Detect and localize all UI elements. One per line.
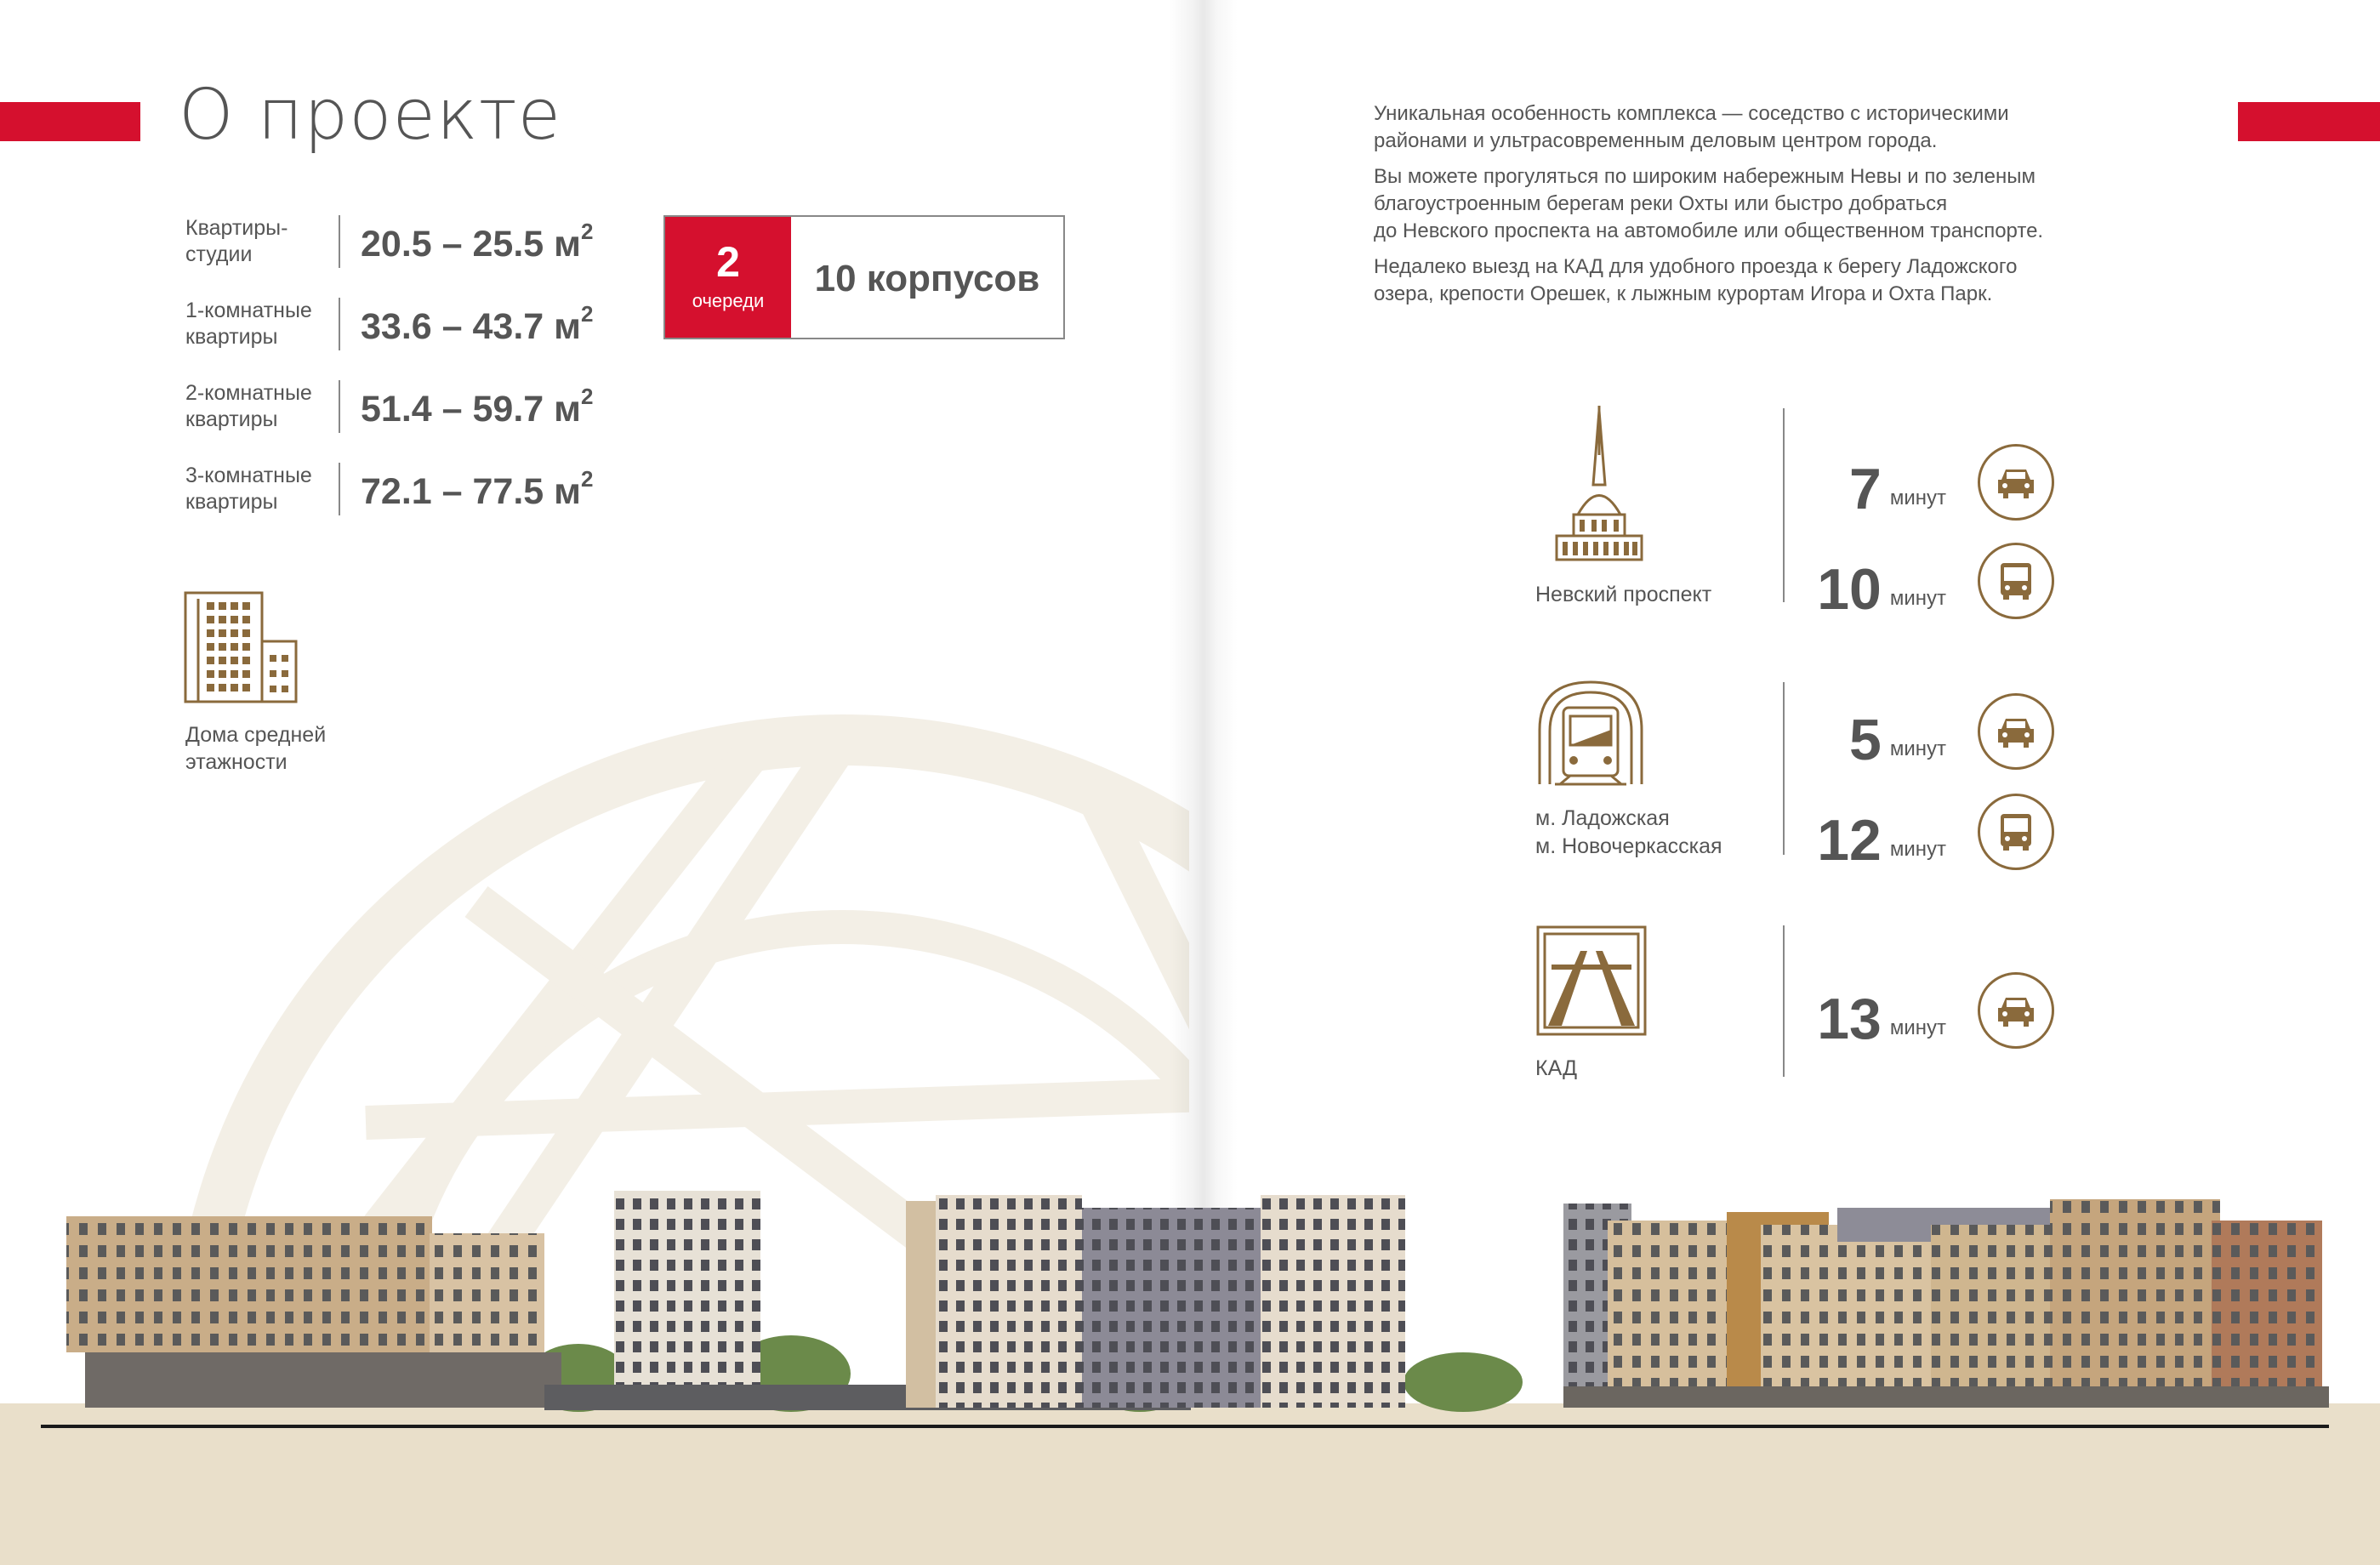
bus-icon xyxy=(1978,794,2054,870)
travel-time-car: 5 минут xyxy=(1849,708,1946,772)
spec-label: 2-комнатные квартиры xyxy=(185,381,312,431)
ground-line xyxy=(41,1425,2329,1428)
destination-divider xyxy=(1783,925,1785,1077)
car-icon xyxy=(1978,972,2054,1049)
description-paragraph: Недалеко выезд на КАД для удобного проезда к берегу Ладожского озера, крепости Орешек, к лыжным курортам Игора и Охта Парк. xyxy=(1374,255,2018,305)
destination-divider xyxy=(1783,408,1785,602)
spec-divider xyxy=(339,380,340,433)
spec-label: 3-комнатные квартиры xyxy=(185,464,312,514)
spec-divider xyxy=(339,463,340,515)
spec-label: 1-комнатные квартиры xyxy=(185,299,312,349)
spec-divider xyxy=(339,298,340,350)
destination-label-kad: КАД xyxy=(1535,1056,1577,1080)
car-icon xyxy=(1978,693,2054,770)
phases-badge xyxy=(663,215,1065,339)
admiralty-spire-icon xyxy=(1552,404,1646,566)
car-icon xyxy=(1978,444,2054,521)
description-paragraph: Уникальная особенность комплекса — соседство с историческими районами и ультрасовременным деловым центром города. xyxy=(1374,102,2009,152)
travel-time-car: 13 минут xyxy=(1817,987,1946,1051)
residential-complex-rendering xyxy=(0,1174,2380,1429)
metro-train-icon xyxy=(1536,679,1645,788)
spec-value: 20.5 – 25.5 $м^2$ xyxy=(361,219,594,265)
red-accent-tab-right xyxy=(2238,102,2380,141)
phases-number: 2 xyxy=(716,238,740,286)
highway-road-icon xyxy=(1536,925,1647,1036)
page-title: О проекте xyxy=(179,75,562,156)
travel-time-car: 7 минут xyxy=(1849,457,1946,521)
destination-label-nevsky: Невский проспект xyxy=(1535,583,1712,606)
house-caption: Дома средней этажности xyxy=(185,723,327,774)
spec-value: 72.1 – 77.5 $м^2$ xyxy=(361,466,594,512)
bus-icon xyxy=(1978,543,2054,619)
spec-value: 33.6 – 43.7 $м^2$ xyxy=(361,301,594,347)
mid-rise-house-icon xyxy=(183,590,302,705)
description-paragraph: Вы можете прогуляться по широким набережным Невы и по зеленым благоустроенным берегам реки Охты или быстро добраться до Невского проспекта на автомобиле или общественном транспорте. xyxy=(1374,165,2044,242)
phases-label: очереди xyxy=(692,290,765,311)
travel-time-bus: 12 минут xyxy=(1817,808,1946,873)
spec-row-1-room xyxy=(185,298,611,357)
spec-divider xyxy=(339,215,340,268)
phases-count-box xyxy=(665,217,791,338)
buildings-count: 10 корпусов xyxy=(814,258,1040,299)
spec-row-studio xyxy=(185,215,611,275)
red-accent-tab-left xyxy=(0,102,140,141)
project-description xyxy=(1374,100,2139,316)
destination-label-metro: м. Ладожская м. Новочеркасская xyxy=(1535,806,1722,858)
spec-row-2-room xyxy=(185,380,611,440)
destination-divider xyxy=(1783,682,1785,855)
travel-time-bus: 10 минут xyxy=(1817,557,1946,622)
spec-row-3-room xyxy=(185,463,611,522)
spec-label: Квартиры- студии xyxy=(185,216,288,266)
spec-value: 51.4 – 59.7 $м^2$ xyxy=(361,384,594,430)
